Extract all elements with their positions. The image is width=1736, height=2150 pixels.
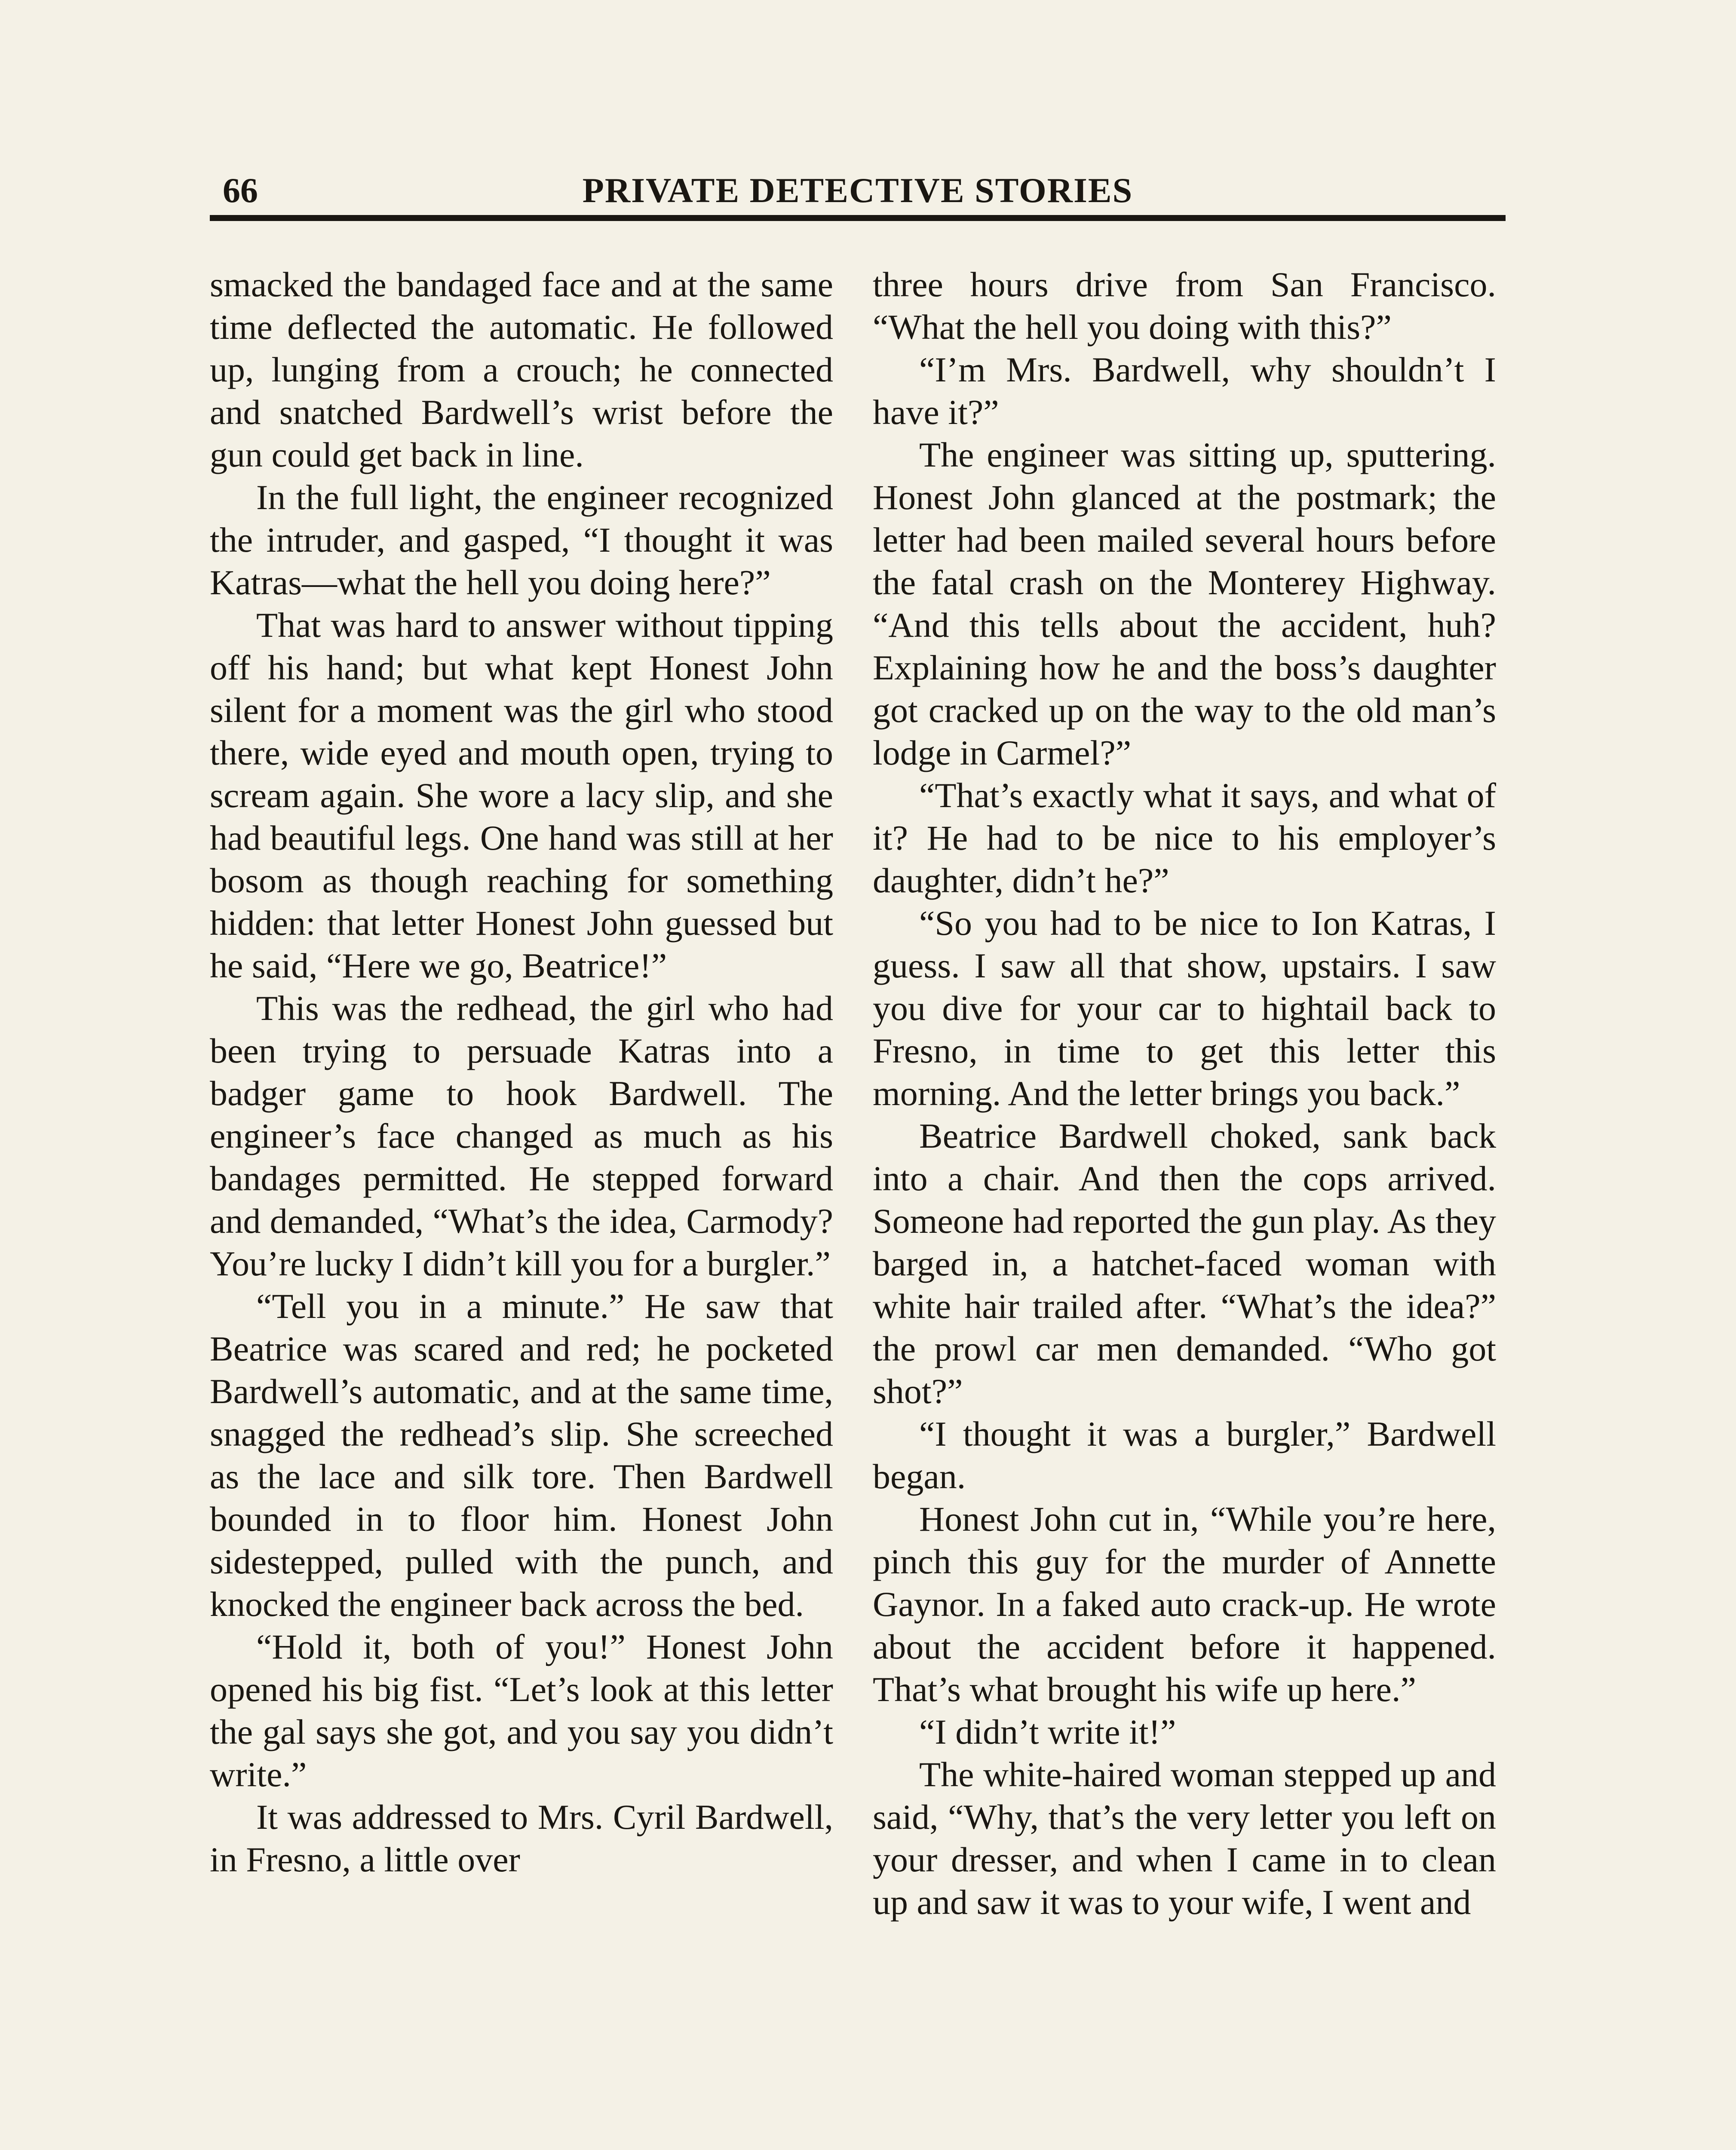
paragraph: In the full light, the engineer recognized the intruder, and gasped, “I thought it was Katras—what the hell you doing here?” [210,478,833,602]
right-column [873,263,1496,1923]
header-rule [210,215,1506,221]
paragraph: “I didn’t write it!” [919,1712,1176,1751]
paragraph: This was the redhead, the girl who had been trying to persuade Katras into a badger game to hook Bardwell. The engineer’s face changed as much as his bandages permitted. He stepped forward and demanded, “What’s the idea, Carmody? You’re lucky I didn’t kill you for a burgler.” [210,989,833,1283]
page-header [210,167,1506,223]
page-number: 66 [223,171,258,210]
paragraph: The engineer was sitting up, sputtering. Honest John glanced at the postmark; the letter had been mailed several hours before the fatal crash on the Monterey Highway. “And this tells about the accident, huh? Explaining how he and the boss’s daughter got cracked up on the way to the old man’s lodge in Carmel?” [873,435,1496,772]
paragraph: That was hard to answer without tipping off his hand; but what kept Honest John silent for a moment was the girl who stood there, wide eyed and mouth open, trying to scream again. She wore a lacy slip, and she had beautiful legs. One hand was still at her bosom as though reaching for something hidden: that letter Honest John guessed but he said, “Here we go, Beatrice!” [210,605,833,985]
paragraph: “Hold it, both of you!” Honest John opened his big fist. “Let’s look at this letter the gal says she got, and you say you didn’t write.” [210,1627,833,1794]
left-column [210,263,833,1881]
paragraph: “That’s exactly what it says, and what of it? He had to be nice to his employer’s daughter, didn’t he?” [873,776,1496,900]
paragraph: “I’m Mrs. Bardwell, why shouldn’t I have it?” [873,350,1496,432]
paragraph: Honest John cut in, “While you’re here, pinch this guy for the murder of Annette Gaynor. In a faked auto crack-up. He wrote about the accident before it happened. That’s what brought his wife up here.” [873,1499,1496,1709]
paragraph: The white-haired woman stepped up and said, “Why, that’s the very letter you left on your dresser, and when I came in to clean up and saw it was to your wife, I went and [873,1755,1496,1922]
paragraph: smacked the bandaged face and at the same time deflected the automatic. He followed up, lunging from a crouch; he connected and snatched Bardwell’s wrist before the gun could get back in line. [210,265,833,474]
paragraph: “I thought it was a burgler,” Bardwell began. [873,1414,1496,1496]
paragraph: It was addressed to Mrs. Cyril Bardwell, in Fresno, a little over [210,1797,833,1879]
running-title: PRIVATE DETECTIVE STORIES [582,171,1133,210]
paragraph: “So you had to be nice to Ion Katras, I guess. I saw all that show, upstairs. I saw you dive for your car to hightail back to Fresno, in time to get this letter this morning. And the letter brings you back.” [873,903,1496,1113]
paragraph: “Tell you in a minute.” He saw that Beatrice was scared and red; he pocketed Bardwell’s automatic, and at the same time, snagged the redhead’s slip. She screeched as the lace and silk tore. Then Bardwell bounded in to floor him. Honest John sidestepped, pulled with the punch, and knocked the engineer back across the bed. [210,1287,833,1624]
paragraph: Beatrice Bardwell choked, sank back into a chair. And then the cops arrived. Someone had reported the gun play. As they barged in, a hatchet-faced woman with white hair trailed after. “What’s the idea?” the prowl car men demanded. “Who got shot?” [873,1116,1496,1411]
paragraph: three hours drive from San Francisco. “What the hell you doing with this?” [873,265,1496,347]
